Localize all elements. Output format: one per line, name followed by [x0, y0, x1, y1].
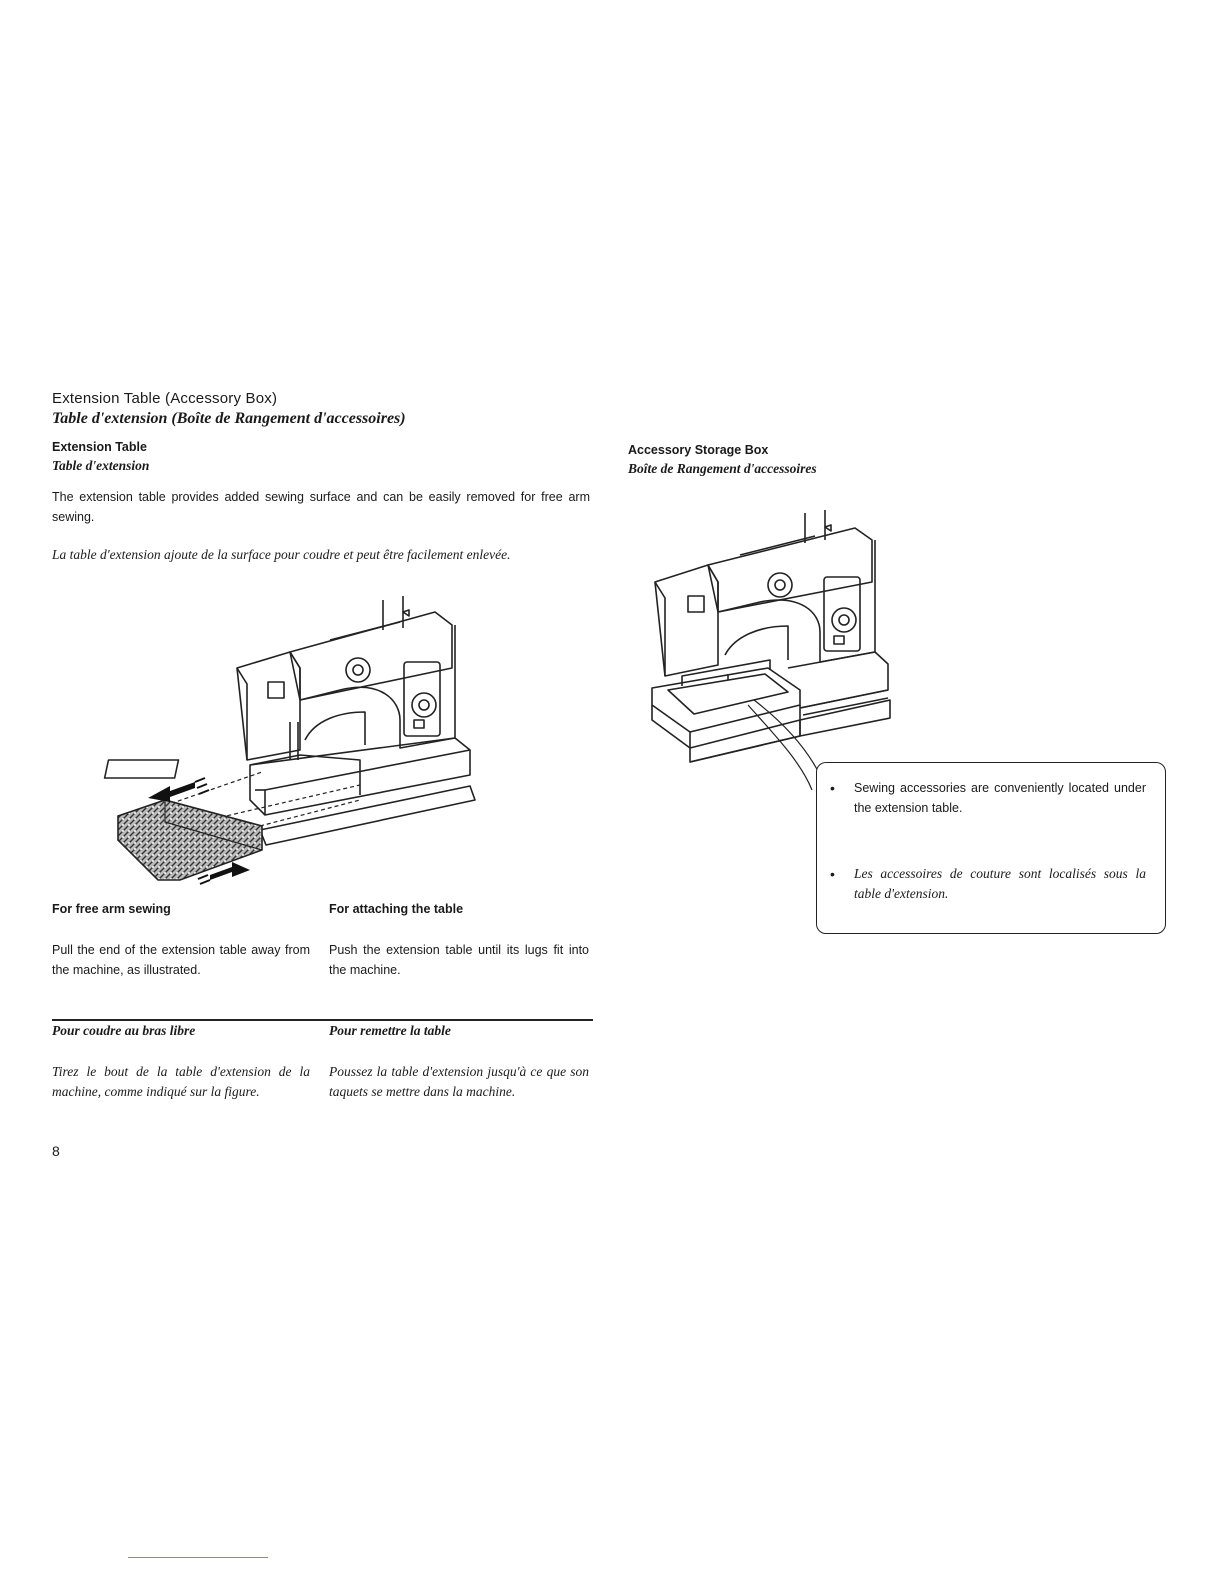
- extension-table-text-fr: La table d'extension ajoute de la surface pour coudre et peut être facilement enlevée.: [52, 547, 511, 562]
- callout-text-fr: Les accessoires de couture sont localisés sous la table d'extension.: [854, 866, 1146, 901]
- attaching-text-fr: Poussez la table d'extension jusqu'à ce que son taquets se mettre dans la machine.: [329, 1064, 589, 1099]
- free-arm-text: Pull the end of the extension table away from the machine, as illustrated.: [52, 943, 310, 977]
- free-arm-heading: For free arm sewing: [52, 902, 171, 916]
- attaching-heading-fr: Pour remettre la table: [329, 1023, 451, 1038]
- page-number: 8: [52, 1143, 60, 1159]
- bullet-icon: •: [830, 780, 835, 796]
- attaching-heading: For attaching the table: [329, 902, 464, 916]
- bullet-icon: •: [830, 866, 835, 882]
- extension-table-text: The extension table provides added sewing surface and can be easily removed for free arm sewing.: [52, 490, 590, 524]
- storage-box-heading-fr: Boîte de Rangement d'accessoires: [628, 461, 817, 476]
- attaching-text: Push the extension table until its lugs fit into the machine.: [329, 943, 589, 977]
- callout-item-en: [830, 778, 1146, 818]
- callout-item-fr: [830, 864, 1146, 904]
- free-arm-heading-fr: Pour coudre au bras libre: [52, 1023, 196, 1038]
- extension-table-heading-fr: Table d'extension: [52, 458, 150, 473]
- callout-text: Sewing accessories are conveniently located under the extension table.: [854, 781, 1146, 815]
- extension-table-heading: Extension Table: [52, 440, 147, 454]
- section-title: Extension Table (Accessory Box): [52, 390, 278, 407]
- storage-box-heading: Accessory Storage Box: [628, 443, 769, 457]
- free-arm-text-fr: Tirez le bout de la table d'extension de la machine, comme indiqué sur la figure.: [52, 1064, 310, 1099]
- section-title-fr: Table d'extension (Boîte de Rangement d'accessoires): [52, 410, 406, 427]
- bottom-edge-line: [128, 1557, 268, 1558]
